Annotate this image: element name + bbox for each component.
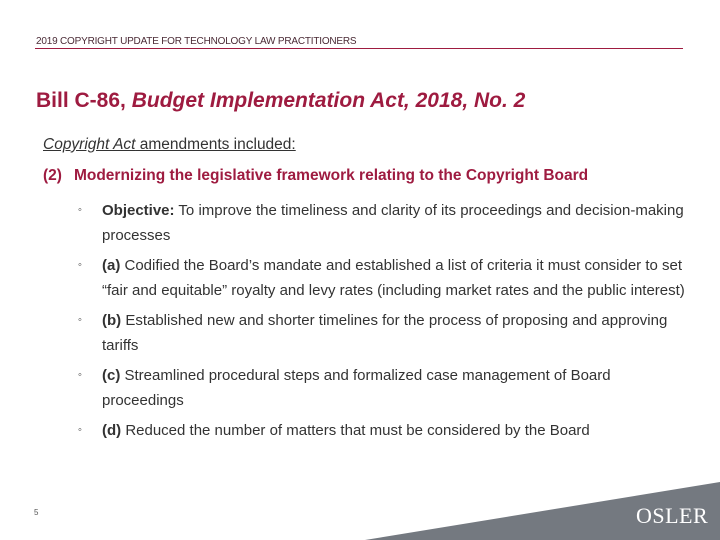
page-number: 5 <box>34 508 39 517</box>
bullet-label: (c) <box>102 367 121 384</box>
bullet-text: Streamlined procedural steps and formalized case management of Board proceedings <box>102 367 611 409</box>
section-title: Modernizing the legislative framework relating to the Copyright Board <box>73 167 589 184</box>
bullet-text: Established new and shorter timelines for the process of proposing and approving tariffs <box>102 312 668 354</box>
osler-logo: OSLER <box>636 503 709 528</box>
bullet-text: To improve the timeliness and clarity of its proceedings and decision-making processes <box>102 202 684 244</box>
bullet-icon: ◦ <box>78 259 82 271</box>
bullet-label: (b) <box>102 312 122 329</box>
bullet-icon: ◦ <box>78 204 82 216</box>
bullet-icon: ◦ <box>78 424 82 436</box>
bullet-label: (d) <box>102 422 122 439</box>
title-italic: Budget Implementation Act, 2018, No. 2 <box>131 89 526 112</box>
bullet-text: Codified the Board’s mandate and established a list of criteria it must consider to set “fair and equitable” royalty and levy rates (including market rates and the public interest) <box>102 257 685 299</box>
intro-italic: Copyright Act <box>43 136 136 153</box>
bullet-icon: ◦ <box>78 369 82 381</box>
section-number: (2) <box>43 167 62 184</box>
title-prefix: Bill C-86, <box>36 89 132 112</box>
bullet-text: Reduced the number of matters that must be considered by the Board <box>121 422 590 439</box>
header-text: 2019 COPYRIGHT UPDATE FOR TECHNOLOGY LAW PRACTITIONERS <box>36 36 357 47</box>
bullet-icon: ◦ <box>78 314 82 326</box>
bullet-label: (a) <box>102 257 121 274</box>
bullet-label: Objective: <box>102 202 175 219</box>
intro-rest: amendments included: <box>135 136 296 153</box>
